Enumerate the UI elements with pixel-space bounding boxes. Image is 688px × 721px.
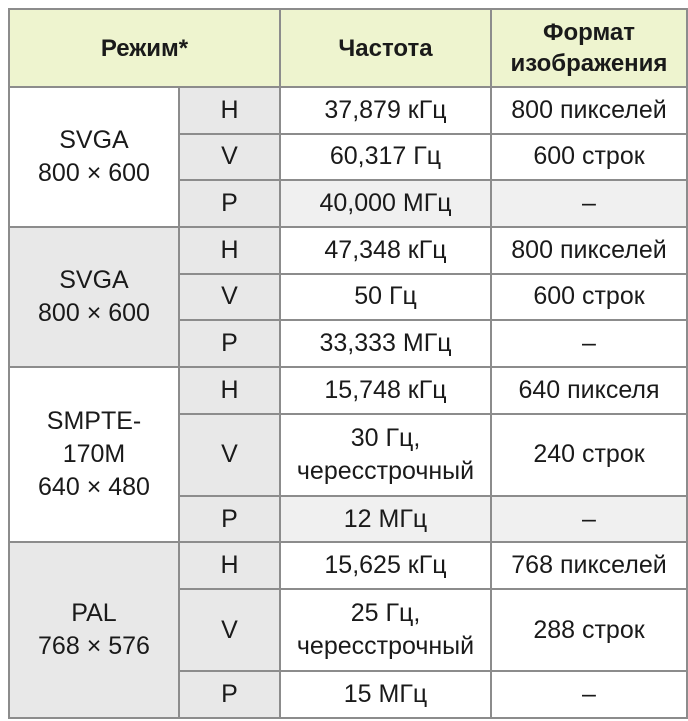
mode-name: PAL: [71, 599, 117, 628]
format-cell: –: [491, 496, 687, 543]
table-row: [9, 227, 687, 274]
mode-cell: [9, 367, 179, 542]
param-cell: V: [179, 414, 280, 496]
param-cell: P: [179, 671, 280, 718]
mode-resolution: 800 × 600: [38, 158, 150, 187]
frequency-cell: 12 МГц: [280, 496, 491, 543]
frequency-cell: 47,348 кГц: [280, 227, 491, 274]
format-cell: –: [491, 320, 687, 367]
frequency-cell: 60,317 Гц: [280, 134, 491, 181]
frequency-value: 25 Гц,: [350, 599, 421, 628]
frequency-cell: 33,333 МГц: [280, 320, 491, 367]
format-cell: 240 строк: [491, 414, 687, 496]
header-frequency: Частота: [280, 9, 491, 87]
mode-name: SVGA: [59, 265, 129, 294]
video-modes-table: [8, 8, 688, 719]
frequency-cell: [280, 414, 491, 496]
param-cell: P: [179, 496, 280, 543]
format-cell: –: [491, 671, 687, 718]
header-row: [9, 9, 687, 87]
param-cell: P: [179, 320, 280, 367]
format-cell: 800 пикселей: [491, 87, 687, 134]
param-cell: H: [179, 227, 280, 274]
format-cell: 800 пикселей: [491, 227, 687, 274]
mode-resolution: 640 × 480: [38, 473, 150, 502]
mode-cell: [9, 227, 179, 367]
param-cell: P: [179, 180, 280, 227]
param-cell: H: [179, 87, 280, 134]
frequency-cell: 15,625 кГц: [280, 542, 491, 589]
header-format-line2: изображения: [510, 50, 668, 77]
mode-resolution: 768 × 576: [38, 632, 150, 661]
frequency-cell: 15,748 кГц: [280, 367, 491, 414]
mode-resolution: 800 × 600: [38, 298, 150, 327]
param-cell: H: [179, 367, 280, 414]
table-row: [9, 542, 687, 589]
format-cell: 288 строк: [491, 589, 687, 671]
format-cell: 768 пикселей: [491, 542, 687, 589]
frequency-cell: 40,000 МГц: [280, 180, 491, 227]
mode-name-suffix: 170M: [62, 440, 126, 469]
header-format-line1: Формат: [542, 19, 636, 46]
frequency-note: чересстрочный: [296, 456, 475, 485]
table-row: [9, 367, 687, 414]
frequency-value: 30 Гц,: [350, 423, 421, 452]
param-cell: V: [179, 589, 280, 671]
format-cell: –: [491, 180, 687, 227]
format-cell: 600 строк: [491, 134, 687, 181]
param-cell: H: [179, 542, 280, 589]
table-row: [9, 87, 687, 134]
format-cell: 600 строк: [491, 274, 687, 321]
param-cell: V: [179, 274, 280, 321]
mode-cell: [9, 87, 179, 227]
format-cell: 640 пикселя: [491, 367, 687, 414]
frequency-cell: [280, 589, 491, 671]
frequency-cell: 50 Гц: [280, 274, 491, 321]
header-format: [491, 9, 687, 87]
param-cell: V: [179, 134, 280, 181]
frequency-note: чересстрочный: [296, 632, 475, 661]
frequency-cell: 37,879 кГц: [280, 87, 491, 134]
mode-cell: [9, 542, 179, 718]
mode-name: SVGA: [59, 125, 129, 154]
frequency-cell: 15 МГц: [280, 671, 491, 718]
header-mode: Режим*: [9, 9, 280, 87]
mode-name: SMPTE-: [46, 407, 142, 436]
